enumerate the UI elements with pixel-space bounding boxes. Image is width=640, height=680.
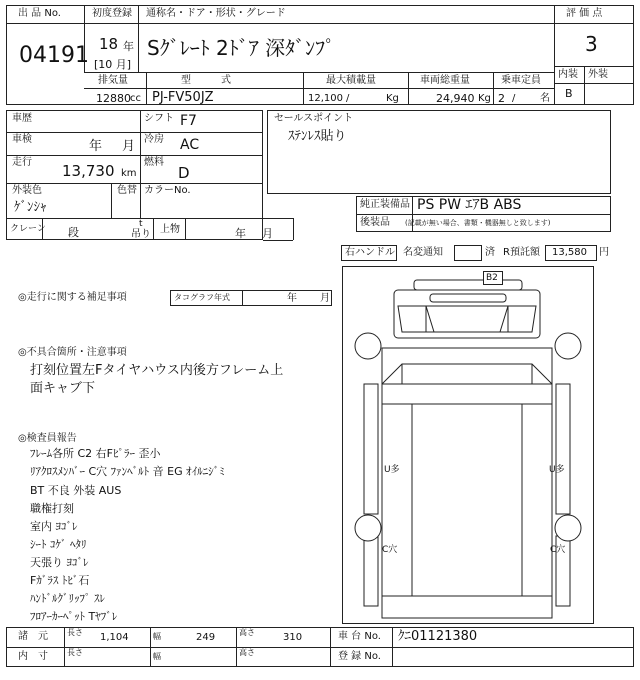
- inspector-line: ﾊﾝﾄﾞﾙｸﾞﾘｯﾌﾟ ｽﾚ: [30, 592, 105, 605]
- width-label: 幅: [153, 632, 161, 641]
- rhd-label: 右ハンドル: [345, 247, 395, 258]
- inner-dims-label: 内 寸: [18, 651, 48, 662]
- dims-label: 諸 元: [18, 631, 48, 642]
- interior-grade-label: 内装: [558, 69, 578, 80]
- exterior-grade-label: 外装: [588, 69, 608, 80]
- gross-weight-label: 車両総重量: [420, 75, 470, 86]
- shift-value: F7: [180, 113, 197, 129]
- sales-point-label: セールスポイント: [274, 113, 354, 124]
- fuel-label: 燃料: [144, 157, 164, 168]
- name-change-label: 名変通知: [403, 247, 443, 258]
- color-label: 外装色: [12, 185, 42, 196]
- model-label: 型 式: [181, 75, 231, 86]
- cab-shape: [394, 290, 540, 338]
- vehicle-name-label: 通称名・ドア・形状・グレード: [146, 8, 286, 19]
- reg-year-unit: 年: [123, 40, 134, 53]
- crane-step: 段: [68, 226, 79, 239]
- displacement-unit: cc: [130, 93, 141, 104]
- mileage-value: 13,730: [62, 162, 115, 180]
- displacement-label: 排気量: [98, 75, 128, 86]
- front-damage-mark: B2: [486, 273, 498, 283]
- capacity-label: 乗車定員: [501, 75, 541, 86]
- recycle-label: R預託額: [503, 247, 540, 258]
- reg-no-label: 登 録 No.: [338, 651, 381, 662]
- defect-line: 面キャブ下: [30, 381, 96, 396]
- shift-label: シフト: [144, 113, 174, 124]
- mileage-label: 走行: [12, 157, 32, 168]
- lot-number: 04191: [19, 43, 89, 68]
- right-rear-damage-mark: C穴: [550, 545, 566, 555]
- truck-outline-svg: [342, 266, 594, 624]
- inner-height-label: 高さ: [239, 648, 255, 657]
- vehicle-name: Sｸﾞﾚｰﾄ 2ﾄﾞｱ 深ﾀﾞﾝﾌﾟ: [147, 36, 336, 60]
- capacity-value: 2: [498, 92, 505, 105]
- inspection-label: 車検: [12, 134, 32, 145]
- tacho-month-unit: 月: [320, 293, 330, 304]
- inspector-line: 職権打刻: [30, 502, 74, 515]
- ac-label: 冷房: [144, 134, 164, 145]
- rear-left-wheel: [355, 515, 381, 541]
- crane-ton: t: [139, 219, 143, 229]
- bodywork-label: 上物: [160, 224, 180, 235]
- color-value: ｹﾞﾝｼｬ: [14, 200, 47, 215]
- displacement-value: 12880: [96, 92, 131, 105]
- model-value: PJ-FV50JZ: [152, 90, 214, 105]
- cab-left-window: [398, 306, 434, 332]
- first-registration-label: 初度登録: [92, 8, 132, 19]
- lot-no-label: 出 品 No.: [18, 8, 61, 19]
- std-equipment-label: 純正装備品: [360, 199, 410, 210]
- inspector-line: BT 不良 外装 AUS: [30, 484, 122, 497]
- inner-width-label: 幅: [153, 652, 161, 661]
- gross-weight-value: 24,940: [436, 92, 475, 105]
- cab-right-window: [500, 306, 536, 332]
- grade-label: 評 価 点: [566, 8, 603, 19]
- chassis-label: 車 台 No.: [338, 631, 381, 642]
- dump-bed: [382, 348, 552, 618]
- gross-weight-unit: Kg: [478, 93, 491, 104]
- chassis-no: ｸﾆ01121380: [398, 629, 478, 644]
- color-change-label: 色替: [117, 185, 137, 196]
- cab-roof: [430, 294, 506, 302]
- defects-title: ◎不具合箇所・注意事項: [18, 347, 127, 358]
- aftermarket-label: 後装品: [360, 217, 390, 228]
- width-value: 249: [196, 632, 216, 643]
- inspector-title: ◎検査員報告: [18, 433, 77, 444]
- max-load-label: 最大積載量: [326, 75, 376, 86]
- inspector-line: Fｶﾞﾗｽ ﾄﾋﾞ石: [30, 574, 90, 587]
- sales-point-text: ｽﾃﾝﾚｽ貼り: [288, 129, 347, 144]
- yen-unit: 円: [599, 247, 609, 258]
- inspector-line: ｼｰﾄ ｺｹﾞ ﾍﾀﾘ: [30, 538, 87, 551]
- inner-length-label: 長さ: [67, 648, 83, 657]
- front-right-wheel: [555, 333, 581, 359]
- left-rear-damage-mark: C穴: [382, 545, 398, 555]
- inspector-line: ﾌﾛｱｰｶｰﾍﾟｯﾄ Tﾔﾌﾞﾚ: [30, 610, 118, 623]
- inspection-month-unit: 月: [122, 139, 136, 154]
- mileage-unit: km: [121, 168, 137, 179]
- running-notes-title: ◎走行に関する補足事項: [18, 292, 127, 303]
- height-value: 310: [283, 632, 303, 643]
- recycle-amount: 13,580: [552, 247, 587, 258]
- inspector-line: 室内 ﾖｺﾞﾚ: [30, 520, 78, 533]
- length-label: 長さ: [67, 628, 83, 637]
- max-load-slash: /: [346, 93, 350, 104]
- bodywork-year-unit: 年: [235, 227, 246, 240]
- grade-value: 3: [585, 32, 598, 56]
- color-code-label: カラーNo.: [144, 185, 191, 196]
- capacity-slash: /: [512, 93, 516, 104]
- rear-right-wheel: [555, 515, 581, 541]
- tacho-label: タコグラフ年式: [174, 293, 230, 302]
- bodywork-month-unit: 月: [262, 227, 273, 240]
- height-label: 高さ: [239, 628, 255, 637]
- windshield: [426, 306, 508, 332]
- front-left-wheel: [355, 333, 381, 359]
- left-mid-damage-mark: U多: [384, 465, 400, 475]
- crane-label: クレーン: [10, 224, 46, 234]
- inspector-line: ﾌﾚｰﾑ各所 C2 右Fﾋﾟﾗｰ 歪小: [30, 447, 161, 460]
- inspection-year-unit: 年: [89, 139, 103, 154]
- reg-year: 18: [99, 35, 119, 53]
- inspector-line: ﾘｱｸﾛｽﾒﾝﾊﾞｰ C穴 ﾌｧﾝﾍﾞﾙﾄ 音 EG ｵｲﾙﾆｼﾞﾐ: [30, 465, 225, 478]
- ac-value: AC: [180, 137, 200, 153]
- length-value: 1,104: [100, 632, 129, 643]
- aftermarket-note: (記載が無い場合、書類・機器無しと致します): [405, 219, 551, 227]
- defect-line: 打刻位置左Fタイヤハウス内後方フレーム上: [30, 363, 284, 378]
- std-equipment-value: PS PW ｴｱB ABS: [417, 197, 522, 213]
- right-mid-damage-mark: U多: [549, 465, 565, 475]
- reg-month: [10 月]: [94, 58, 132, 71]
- inspector-line: 天張り ﾖｺﾞﾚ: [30, 556, 89, 569]
- interior-grade-value: B: [565, 87, 573, 100]
- tacho-year-unit: 年: [287, 293, 297, 304]
- recycle-mark: 済: [485, 247, 495, 258]
- history-label: 車歴: [12, 113, 32, 124]
- max-load-unit: Kg: [386, 93, 399, 104]
- max-load-value: 12,100: [308, 93, 343, 104]
- fuel-value: D: [178, 164, 190, 182]
- crane-lift: 吊り: [131, 229, 151, 240]
- capacity-unit: 名: [540, 93, 550, 104]
